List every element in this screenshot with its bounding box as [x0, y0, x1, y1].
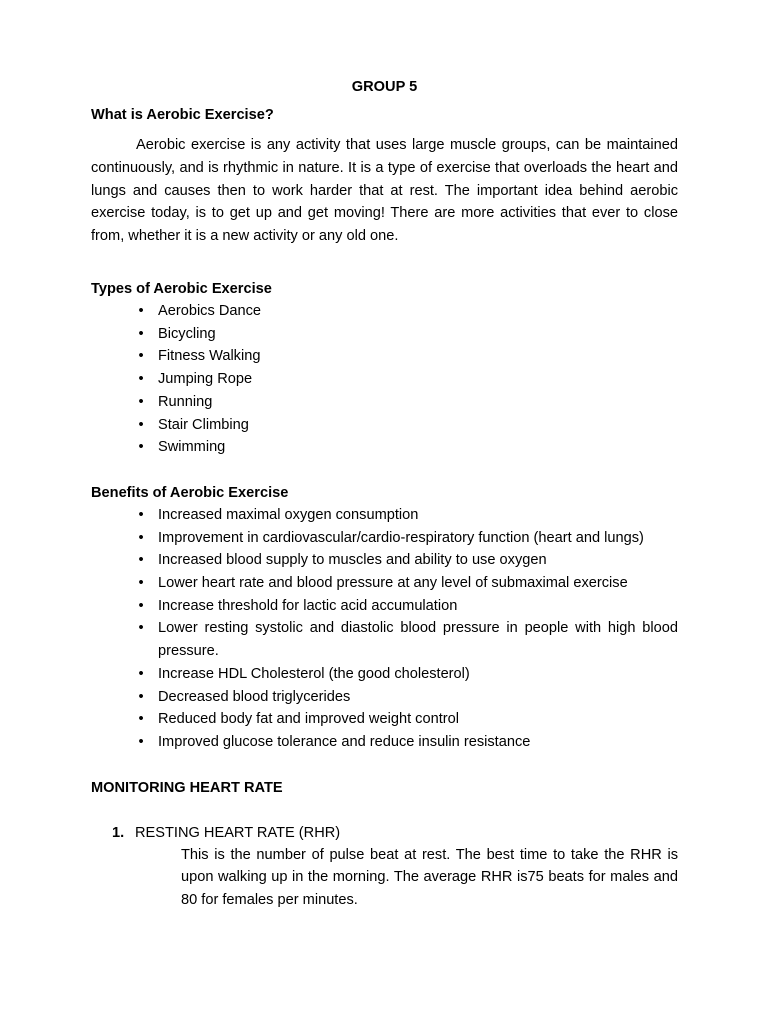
bullet-icon: • — [138, 416, 144, 433]
bullet-icon: • — [138, 325, 144, 342]
list-item — [91, 686, 678, 709]
list-item — [91, 345, 678, 368]
numbered-item — [91, 822, 678, 844]
list-item — [91, 549, 678, 572]
list-item-text: Jumping Rope — [158, 371, 253, 388]
bullet-icon: • — [138, 733, 144, 750]
bullet-icon: • — [138, 506, 144, 523]
list-item — [91, 617, 678, 662]
item-number: 1. — [112, 824, 125, 841]
list-item-text: Running — [158, 393, 213, 410]
list-item — [91, 323, 678, 346]
list-item-text: Reduced body fat and improved weight control — [158, 711, 459, 728]
list-item-text: Decreased blood triglycerides — [158, 688, 351, 705]
list-item-text: Improvement in cardiovascular/cardio-respiratory function (heart and lungs) — [158, 529, 644, 546]
bullet-icon: • — [138, 711, 144, 728]
bullet-icon: • — [138, 393, 144, 410]
list-item-text: Improved glucose tolerance and reduce insulin resistance — [158, 733, 531, 750]
list-item-text: Increased maximal oxygen consumption — [158, 506, 419, 523]
list-item — [91, 504, 678, 527]
what-heading: What is Aerobic Exercise? — [91, 107, 274, 123]
list-item-text: Swimming — [158, 439, 226, 456]
document-page — [91, 76, 678, 912]
bullet-icon: • — [138, 575, 144, 592]
list-item — [91, 572, 678, 595]
types-heading: Types of Aerobic Exercise — [91, 280, 272, 297]
list-item — [91, 708, 678, 731]
list-item — [91, 391, 678, 414]
list-item-text: Lower resting systolic and diastolic blood pressure in people with high blood pressure. — [158, 620, 678, 660]
list-item — [91, 527, 678, 550]
item-description: This is the number of pulse beat at rest. The best time to take the RHR is upon walking up in the morning. The average RHR is75 beats for males and 80 for females per minutes. — [181, 846, 678, 909]
list-item — [91, 731, 678, 754]
bullet-icon: • — [138, 552, 144, 569]
benefits-list — [91, 504, 678, 754]
list-item-text: Aerobics Dance — [158, 302, 262, 319]
bullet-icon: • — [138, 371, 144, 388]
list-item — [91, 414, 678, 437]
bullet-icon: • — [138, 439, 144, 456]
list-item — [91, 663, 678, 686]
list-item-text: Stair Climbing — [158, 416, 249, 433]
bullet-icon: • — [138, 348, 144, 365]
list-item — [91, 595, 678, 618]
list-item-text: Bicycling — [158, 325, 216, 342]
bullet-icon: • — [138, 688, 144, 705]
bullet-icon: • — [138, 302, 144, 319]
bullet-icon: • — [138, 529, 144, 546]
list-item — [91, 300, 678, 323]
what-paragraph: Aerobic exercise is any activity that uses large muscle groups, can be maintained continuously, and is rhythmic in nature. It is a type of exercise that overloads the heart and lungs and causes then to work harder that at rest. The important idea behind aerobic exercise today, is to get up and get moving! There are more activities that ever to close from, whether it is a new activity or any old one. — [91, 137, 678, 245]
document-title: GROUP 5 — [351, 79, 418, 95]
monitoring-heading: MONITORING HEART RATE — [91, 779, 283, 796]
monitoring-list — [91, 822, 678, 912]
bullet-icon: • — [138, 665, 144, 682]
list-item-text: Increase HDL Cholesterol (the good cholesterol) — [158, 665, 470, 682]
bullet-icon: • — [138, 620, 144, 637]
list-item-text: Lower heart rate and blood pressure at any level of submaximal exercise — [158, 575, 628, 592]
bullet-icon: • — [138, 597, 144, 614]
item-label: RESTING HEART RATE (RHR) — [135, 824, 341, 841]
list-item — [91, 436, 678, 459]
list-item — [91, 368, 678, 391]
list-item-text: Fitness Walking — [158, 348, 261, 365]
benefits-heading: Benefits of Aerobic Exercise — [91, 484, 289, 501]
types-list — [91, 300, 678, 459]
list-item-text: Increased blood supply to muscles and ability to use oxygen — [158, 552, 547, 569]
list-item-text: Increase threshold for lactic acid accumulation — [158, 597, 458, 614]
